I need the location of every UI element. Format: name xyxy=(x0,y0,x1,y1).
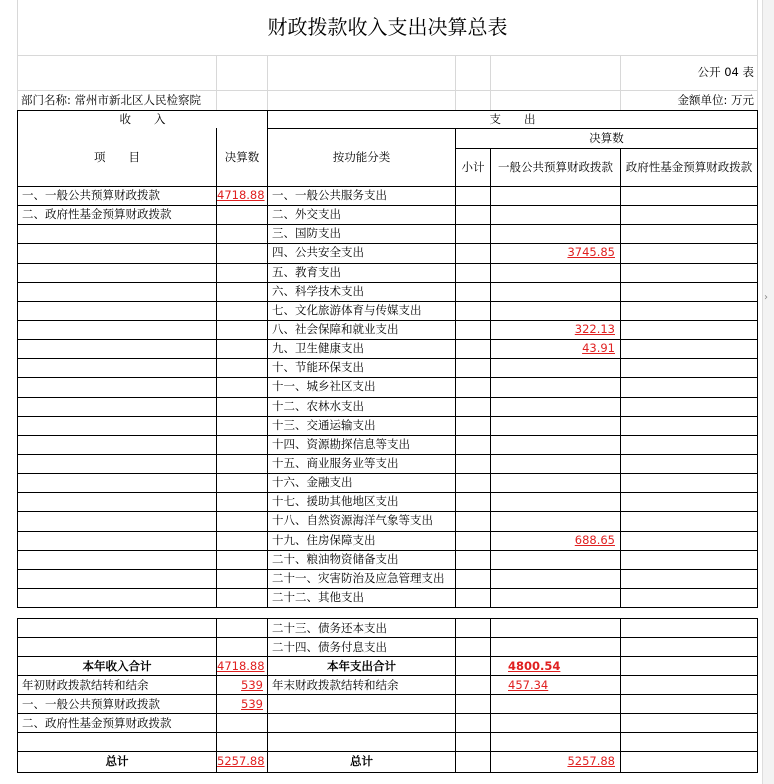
row-border xyxy=(17,243,758,244)
header-general-budget: 一般公共预算财政拨款 xyxy=(498,160,613,174)
expense-item-label: 十九、住房保障支出 xyxy=(272,533,376,547)
expense-item-label: 四、公共安全支出 xyxy=(272,245,364,259)
expense-item-label: 十四、资源勘探信息等支出 xyxy=(272,437,410,451)
expense-item-general: 688.65 xyxy=(574,533,615,547)
row-border xyxy=(17,675,758,676)
row-border xyxy=(17,656,758,657)
grid-line xyxy=(216,55,217,110)
begin-general-value: 539 xyxy=(241,697,263,711)
expense-item-label: 五、教育支出 xyxy=(272,265,341,279)
border xyxy=(267,128,758,129)
border xyxy=(620,618,621,773)
row-border xyxy=(17,282,758,283)
header-item: 项 目 xyxy=(94,150,140,164)
border xyxy=(267,110,268,608)
row-border xyxy=(17,772,758,773)
grid-line xyxy=(490,55,491,110)
expense-item-general: 43.91 xyxy=(582,341,615,355)
grid-line xyxy=(757,0,758,110)
expense-item-label: 二十、粮油物资储备支出 xyxy=(272,552,399,566)
header-func-class: 按功能分类 xyxy=(332,150,391,164)
header-subtotal: 小计 xyxy=(461,160,485,174)
expense-item-label: 十、节能环保支出 xyxy=(272,360,364,374)
expense-item-label: 十五、商业服务业等支出 xyxy=(272,456,399,470)
header-amount2: 决算数 xyxy=(589,131,624,145)
border xyxy=(757,110,758,608)
border xyxy=(490,618,491,773)
begin-general-label: 一、一般公共预算财政拨款 xyxy=(22,697,160,711)
grid-line xyxy=(17,0,18,110)
grand-total-label-2: 总计 xyxy=(350,754,373,768)
header-expense: 支 出 xyxy=(489,112,536,126)
income-item-value: 4718.88 xyxy=(217,188,265,202)
expense-total-label: 本年支出合计 xyxy=(327,659,396,673)
expense-item-general: 3745.85 xyxy=(567,245,615,259)
grid-line xyxy=(17,90,758,91)
grid-line xyxy=(455,55,456,110)
row-border xyxy=(17,473,758,474)
row-border xyxy=(17,588,758,589)
scrollbar-track[interactable] xyxy=(762,0,774,784)
expense-item-general: 322.13 xyxy=(574,322,615,336)
expense-label: 二十四、债务付息支出 xyxy=(272,640,387,654)
row-border xyxy=(17,531,758,532)
border xyxy=(455,618,456,773)
begin-fund-label: 二、政府性基金预算财政拨款 xyxy=(22,716,172,730)
expense-item-label: 十八、自然资源海洋气象等支出 xyxy=(272,513,433,527)
begin-balance-label: 年初财政拨款结转和结余 xyxy=(22,678,149,692)
income-item-label: 二、政府性基金预算财政拨款 xyxy=(22,207,172,221)
expense-item-label: 七、文化旅游体育与传媒支出 xyxy=(272,303,422,317)
border xyxy=(757,618,758,773)
grand-total-value-2: 5257.88 xyxy=(567,754,615,768)
border xyxy=(455,128,456,608)
expense-item-label: 九、卫生健康支出 xyxy=(272,341,364,355)
begin-balance-value: 539 xyxy=(241,678,263,692)
end-balance-label: 年末财政拨款结转和结余 xyxy=(272,678,399,692)
row-border xyxy=(17,339,758,340)
border xyxy=(267,618,268,773)
expense-item-label: 六、科学技术支出 xyxy=(272,284,364,298)
row-border xyxy=(17,224,758,225)
expense-item-label: 一、一般公共服务支出 xyxy=(272,188,387,202)
expense-item-label: 二、外交支出 xyxy=(272,207,341,221)
grid-line xyxy=(17,55,758,56)
row-border xyxy=(17,263,758,264)
expense-item-label: 十六、金融支出 xyxy=(272,475,353,489)
row-border xyxy=(17,732,758,733)
expense-item-label: 十二、农林水支出 xyxy=(272,399,364,413)
income-item-label: 一、一般公共预算财政拨款 xyxy=(22,188,160,202)
expense-item-label: 二十二、其他支出 xyxy=(272,590,364,604)
row-border xyxy=(17,416,758,417)
grand-total-value: 5257.88 xyxy=(217,754,265,768)
expense-label: 二十三、债务还本支出 xyxy=(272,621,387,635)
income-total-label: 本年收入合计 xyxy=(82,659,152,673)
end-balance-value: 457.34 xyxy=(508,678,549,692)
income-total-value: 4718.88 xyxy=(217,659,265,673)
unit-label: 金额单位: 万元 xyxy=(677,93,754,107)
border xyxy=(620,148,621,608)
row-border xyxy=(17,751,758,752)
expense-total-value: 4800.54 xyxy=(508,659,561,673)
header-amount: 决算数 xyxy=(224,150,260,164)
border xyxy=(17,110,18,608)
border xyxy=(17,607,758,608)
expense-item-label: 三、国防支出 xyxy=(272,226,341,240)
expense-item-label: 十一、城乡社区支出 xyxy=(272,379,376,393)
row-border xyxy=(17,377,758,378)
row-border xyxy=(17,358,758,359)
expense-item-label: 八、社会保障和就业支出 xyxy=(272,322,399,336)
grid-line xyxy=(267,55,268,110)
expense-item-label: 十三、交通运输支出 xyxy=(272,418,376,432)
expense-item-label: 十七、援助其他地区支出 xyxy=(272,494,399,508)
department-name: 部门名称: 常州市新北区人民检察院 xyxy=(21,93,202,107)
report-title: 财政拨款收入支出决算总表 xyxy=(267,15,508,39)
border xyxy=(17,618,758,619)
row-border xyxy=(17,713,758,714)
scroll-right-icon[interactable]: › xyxy=(764,292,768,303)
border xyxy=(455,148,758,149)
header-gov-fund: 政府性基金预算财政拨款 xyxy=(625,160,753,174)
table-code: 公开 04 表 xyxy=(697,65,754,79)
row-border xyxy=(17,397,758,398)
grand-total-label: 总计 xyxy=(105,754,129,768)
expense-item-label: 二十一、灾害防治及应急管理支出 xyxy=(272,571,445,585)
row-border xyxy=(17,694,758,695)
header-income: 收 入 xyxy=(119,112,166,126)
row-border xyxy=(17,637,758,638)
border xyxy=(17,618,18,773)
